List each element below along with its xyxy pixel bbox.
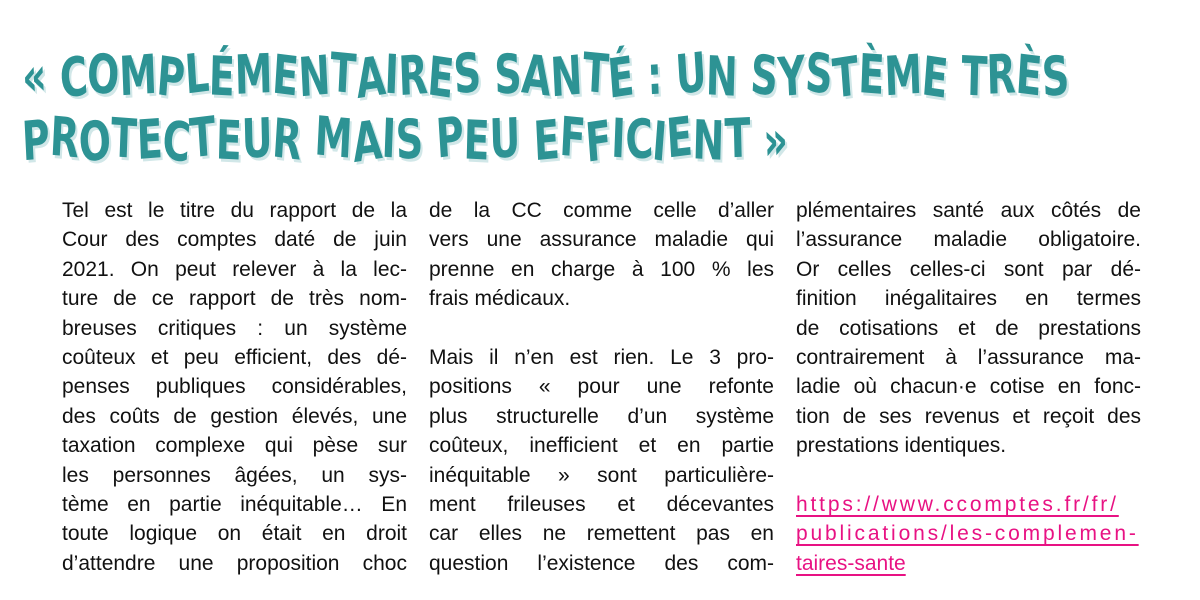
title-character: Y: [776, 43, 808, 110]
text-line: car elles ne remettent pas en: [429, 522, 774, 546]
text-line: tème en partie inéquitable… En: [62, 492, 407, 516]
title-character: «: [20, 43, 48, 110]
text-line: [429, 314, 774, 343]
title-character: R: [48, 104, 81, 171]
link-line[interactable]: publications/les-complemen-: [796, 522, 1139, 546]
title-character: F: [583, 108, 614, 175]
title-character: M: [883, 42, 924, 109]
column-3: [796, 196, 1141, 578]
column-1: [62, 196, 407, 578]
title-character: R: [986, 42, 1017, 107]
article-columns: [62, 196, 1141, 578]
text-line: plémentaires santé aux côtés de: [796, 199, 1141, 222]
title-character: P: [20, 107, 52, 174]
title-character: S: [1040, 43, 1071, 110]
title-character: N: [549, 43, 584, 110]
title-character: E: [425, 44, 456, 111]
text-line: Or celles celles-ci sont par dé-: [796, 257, 1141, 281]
title-character: A: [353, 43, 388, 112]
text-line: Cour des comptes daté de juin: [62, 228, 407, 252]
text-line: l’assurance maladie obligatoire.: [796, 228, 1141, 252]
text-line: breuses critiques : un système: [62, 316, 407, 340]
title-character: E: [270, 42, 301, 109]
title-character: N: [296, 43, 332, 110]
title-character: È: [1014, 42, 1044, 109]
title-character: U: [241, 106, 274, 171]
text-line: toute logique on était en droit: [62, 522, 407, 546]
text-line: prenne en charge à 100 % les: [429, 257, 774, 281]
title-character: C: [160, 108, 193, 175]
title-character: C: [624, 107, 655, 172]
text-line: Mais il n’en est rien. Le 3 pro-: [429, 345, 774, 369]
text-line: des coûts de gestion élevés, une: [62, 404, 407, 428]
title-character: R: [270, 106, 304, 173]
title-character: [634, 44, 647, 108]
title-character: P: [154, 44, 187, 111]
text-line: coûteux, inefficient et en partie: [429, 434, 774, 458]
title-character: S: [451, 40, 483, 107]
title-character: T: [723, 106, 751, 171]
title-character: [481, 44, 494, 108]
title-character: É: [606, 44, 637, 111]
title-character: P: [434, 104, 466, 171]
title-character: O: [76, 107, 114, 176]
title-character: I: [610, 106, 627, 171]
text-line: de cotisations et de prestations: [796, 316, 1141, 340]
title-character: T: [188, 104, 218, 171]
title-character: T: [328, 40, 358, 107]
text-line: frais médicaux.: [429, 287, 571, 311]
ccomptes-link[interactable]: [796, 490, 1141, 578]
text-line: finition inégalitaires en termes: [796, 287, 1141, 311]
text-line: prestations identiques.: [796, 434, 1007, 458]
title-character: »: [761, 107, 790, 174]
title-character: S: [749, 42, 781, 109]
text-line: ment frileuses et décevantes: [429, 492, 774, 516]
title-character: S: [804, 40, 835, 107]
title-character: L: [182, 40, 211, 107]
text-line: coûteux et peu efficient, des dé-: [62, 345, 407, 369]
title-character: M: [118, 42, 159, 109]
text-line: [796, 461, 1141, 490]
article-title-line-1: [20, 40, 1071, 112]
title-character: E: [664, 104, 695, 171]
title-character: I: [650, 109, 670, 174]
title-character: E: [463, 108, 491, 173]
title-character: N: [705, 44, 739, 109]
text-line: tion de ses revenus et reçoit des: [796, 404, 1141, 428]
text-line: positions « pour une refonte: [429, 375, 774, 399]
title-character: [948, 44, 961, 108]
title-character: E: [215, 108, 243, 173]
text-line: contrairement à l’assurance ma-: [796, 345, 1141, 369]
text-line: ladie où chacun·e cotise en fonc-: [796, 375, 1141, 399]
text-line: penses publiques considérables,: [62, 375, 407, 399]
article-title-line-2: [20, 104, 1069, 176]
title-character: I: [383, 42, 401, 107]
title-character: U: [673, 40, 708, 107]
text-line: question l’existence des com-: [429, 551, 774, 575]
text-line: 2021. On peut relever à la lec-: [62, 257, 407, 281]
title-character: T: [109, 106, 138, 171]
title-character: A: [519, 42, 553, 109]
title-character: R: [397, 42, 430, 109]
title-character: E: [135, 107, 164, 172]
title-character: S: [493, 42, 523, 107]
title-character: C: [57, 44, 90, 111]
text-line: ture de ce rapport de très nom-: [62, 287, 407, 311]
column-2: [429, 196, 774, 578]
title-character: T: [960, 44, 988, 109]
link-line[interactable]: https://www.ccomptes.fr/fr/: [796, 492, 1119, 516]
text-line: taxation complexe qui pèse sur: [62, 434, 407, 458]
title-character: M: [313, 104, 355, 171]
title-character: A: [350, 107, 385, 176]
title-character: N: [692, 108, 726, 173]
article-title: [20, 40, 1200, 176]
title-character: S: [394, 107, 425, 172]
text-line: vers une assurance maladie qui: [429, 228, 774, 252]
text-line: de la CC comme celle d’aller: [429, 199, 774, 222]
title-character: È: [857, 42, 886, 107]
title-character: U: [489, 106, 522, 171]
title-character: E: [532, 107, 562, 174]
title-character: O: [86, 41, 121, 108]
text-line: d’attendre une proposition choc: [62, 551, 407, 575]
text-line: plus structurelle d’un système: [429, 404, 774, 428]
title-character: T: [581, 40, 610, 107]
title-character: F: [558, 104, 587, 171]
text-line: inéquitable » sont particulière-: [429, 463, 774, 487]
title-character: É: [208, 44, 236, 109]
link-line[interactable]: taires-sante: [796, 551, 906, 575]
text-line: Tel est le titre du rapport de la: [62, 199, 407, 222]
title-character: I: [380, 106, 398, 171]
title-character: E: [919, 44, 951, 111]
title-character: :: [646, 43, 664, 108]
title-character: M: [233, 42, 274, 107]
title-character: T: [830, 44, 861, 111]
text-line: les personnes âgées, un sys-: [62, 463, 407, 487]
